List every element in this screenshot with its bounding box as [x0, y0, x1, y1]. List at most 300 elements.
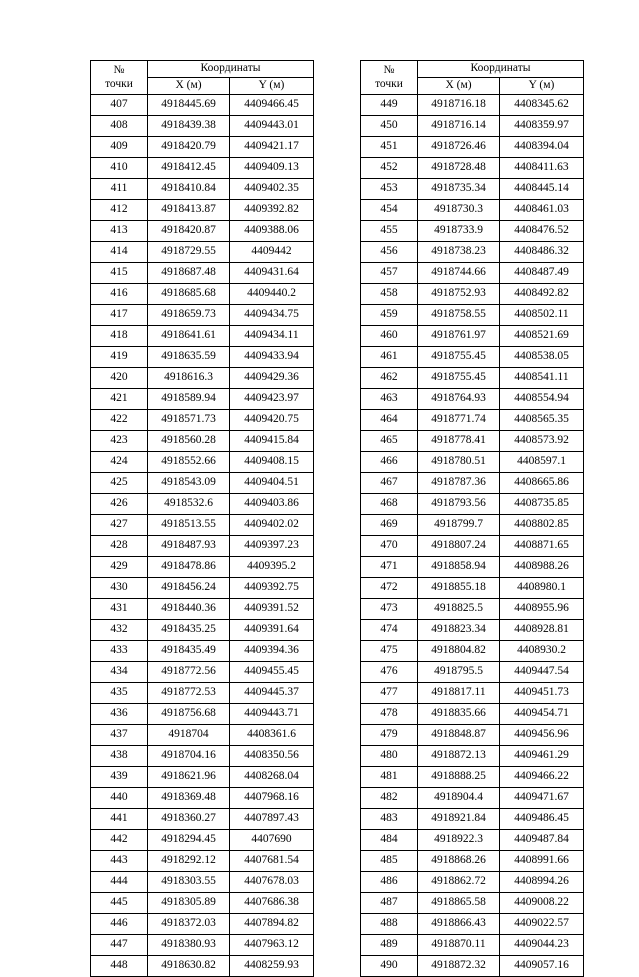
point-number-cell: 490: [361, 956, 418, 977]
y-coordinate-cell: 4407897.43: [230, 809, 314, 830]
x-coordinate-cell: 4918704: [148, 725, 230, 746]
table-row: [91, 242, 314, 263]
x-coordinate-cell: 4918294.45: [148, 830, 230, 851]
point-number-cell: 484: [361, 830, 418, 851]
y-coordinate-cell: 4409456.96: [500, 725, 584, 746]
point-number-cell: 408: [91, 116, 148, 137]
x-coordinate-cell: 4918755.45: [418, 347, 500, 368]
point-number-cell: 419: [91, 347, 148, 368]
x-coordinate-cell: 4918888.25: [418, 767, 500, 788]
table-row: [91, 284, 314, 305]
y-coordinate-cell: 4409402.35: [230, 179, 314, 200]
y-coordinate-cell: 4408361.6: [230, 725, 314, 746]
point-number-cell: 477: [361, 683, 418, 704]
table-row: [91, 179, 314, 200]
x-coordinate-cell: 4918825.5: [418, 599, 500, 620]
y-coordinate-cell: 4408573.92: [500, 431, 584, 452]
y-coordinate-cell: 4408492.82: [500, 284, 584, 305]
y-coordinate-cell: 4409391.64: [230, 620, 314, 641]
y-coordinate-cell: 4409431.64: [230, 263, 314, 284]
table-row: [361, 746, 584, 767]
table-row: [361, 851, 584, 872]
y-coordinate-cell: 4409057.16: [500, 956, 584, 977]
point-number-cell: 483: [361, 809, 418, 830]
table-row: [361, 935, 584, 956]
x-coordinate-cell: 4918787.36: [418, 473, 500, 494]
point-number-cell: 482: [361, 788, 418, 809]
point-number-cell: 441: [91, 809, 148, 830]
table-row: [361, 662, 584, 683]
y-coordinate-cell: 4408476.52: [500, 221, 584, 242]
point-number-cell: 446: [91, 914, 148, 935]
x-coordinate-cell: 4918744.66: [418, 263, 500, 284]
point-number-cell: 442: [91, 830, 148, 851]
point-number-cell: 450: [361, 116, 418, 137]
y-coordinate-cell: 4408991.66: [500, 851, 584, 872]
point-number-cell: 468: [361, 494, 418, 515]
y-coordinate-cell: 4408345.62: [500, 95, 584, 116]
table-row: [91, 452, 314, 473]
point-number-cell: 439: [91, 767, 148, 788]
y-column-header: Y (м): [230, 78, 314, 95]
x-coordinate-cell: 4918305.89: [148, 893, 230, 914]
table-row: [361, 305, 584, 326]
number-sign: №: [383, 63, 395, 76]
table-row: [361, 221, 584, 242]
x-column-header: X (м): [418, 78, 500, 95]
point-number-cell: 462: [361, 368, 418, 389]
table-row: [361, 137, 584, 158]
x-coordinate-cell: 4918799.7: [418, 515, 500, 536]
y-coordinate-cell: 4407690: [230, 830, 314, 851]
point-number-cell: 480: [361, 746, 418, 767]
y-coordinate-cell: 4409486.45: [500, 809, 584, 830]
x-coordinate-cell: 4918756.68: [148, 704, 230, 725]
x-coordinate-cell: 4918445.69: [148, 95, 230, 116]
point-number-cell: 432: [91, 620, 148, 641]
table-row: [361, 368, 584, 389]
x-coordinate-cell: 4918716.18: [418, 95, 500, 116]
table-row: [361, 179, 584, 200]
x-coordinate-cell: 4918616.3: [148, 368, 230, 389]
point-number-cell: 451: [361, 137, 418, 158]
point-number-cell: 422: [91, 410, 148, 431]
table-row: [91, 662, 314, 683]
x-coordinate-cell: 4918292.12: [148, 851, 230, 872]
x-coordinate-cell: 4918752.93: [418, 284, 500, 305]
y-coordinate-cell: 4409423.97: [230, 389, 314, 410]
point-number-cell: 435: [91, 683, 148, 704]
table-row: [91, 935, 314, 956]
y-coordinate-cell: 4409388.06: [230, 221, 314, 242]
point-number-cell: 475: [361, 641, 418, 662]
y-coordinate-cell: 4409421.17: [230, 137, 314, 158]
x-coordinate-cell: 4918872.13: [418, 746, 500, 767]
x-coordinate-cell: 4918456.24: [148, 578, 230, 599]
y-coordinate-cell: 4407686.38: [230, 893, 314, 914]
table-row: [91, 200, 314, 221]
x-coordinate-cell: 4918589.94: [148, 389, 230, 410]
point-number-cell: 427: [91, 515, 148, 536]
y-coordinate-cell: 4409392.75: [230, 578, 314, 599]
y-coordinate-cell: 4408259.93: [230, 956, 314, 977]
point-number-cell: 447: [91, 935, 148, 956]
y-coordinate-cell: 4409415.84: [230, 431, 314, 452]
table-row: [91, 221, 314, 242]
table-row: [91, 956, 314, 977]
table-row: [361, 557, 584, 578]
table-row: [91, 557, 314, 578]
x-coordinate-cell: 4918303.55: [148, 872, 230, 893]
table-row: [91, 725, 314, 746]
point-number-cell: 411: [91, 179, 148, 200]
point-number-cell: 423: [91, 431, 148, 452]
table-row: [361, 515, 584, 536]
table-row: [361, 347, 584, 368]
y-coordinate-cell: 4409455.45: [230, 662, 314, 683]
point-number-cell: 414: [91, 242, 148, 263]
x-coordinate-cell: 4918823.34: [418, 620, 500, 641]
coordinates-header: Координаты: [148, 61, 314, 78]
x-coordinate-cell: 4918738.23: [418, 242, 500, 263]
y-coordinate-cell: 4409403.86: [230, 494, 314, 515]
x-coordinate-cell: 4918410.84: [148, 179, 230, 200]
y-coordinate-cell: 4407963.12: [230, 935, 314, 956]
x-coordinate-cell: 4918772.53: [148, 683, 230, 704]
point-number-cell: 478: [361, 704, 418, 725]
point-number-cell: 418: [91, 326, 148, 347]
x-coordinate-cell: 4918630.82: [148, 956, 230, 977]
table-row: [91, 788, 314, 809]
table-row: [361, 956, 584, 977]
table-row: [361, 242, 584, 263]
x-coordinate-cell: 4918552.66: [148, 452, 230, 473]
coordinates-table-left: [90, 60, 314, 977]
x-coordinate-cell: 4918728.48: [418, 158, 500, 179]
point-number-cell: 420: [91, 368, 148, 389]
table-row: [91, 410, 314, 431]
point-number-cell: 434: [91, 662, 148, 683]
y-coordinate-cell: 4408665.86: [500, 473, 584, 494]
x-coordinate-cell: 4918848.87: [418, 725, 500, 746]
y-coordinate-cell: 4409394.36: [230, 641, 314, 662]
table-row: [361, 599, 584, 620]
y-coordinate-cell: 4409466.45: [230, 95, 314, 116]
table-row: [361, 872, 584, 893]
x-coordinate-cell: 4918817.11: [418, 683, 500, 704]
point-number-cell: 440: [91, 788, 148, 809]
y-coordinate-cell: 4408928.81: [500, 620, 584, 641]
point-number-cell: 443: [91, 851, 148, 872]
y-coordinate-cell: 4408871.65: [500, 536, 584, 557]
y-coordinate-cell: 4409461.29: [500, 746, 584, 767]
x-coordinate-cell: 4918487.93: [148, 536, 230, 557]
table-body-right: [361, 95, 584, 977]
table-row: [361, 284, 584, 305]
point-number-cell: 487: [361, 893, 418, 914]
table-row: [91, 137, 314, 158]
table-row: [361, 494, 584, 515]
point-number-cell: 471: [361, 557, 418, 578]
table-row: [361, 116, 584, 137]
point-number-header: [91, 61, 148, 95]
x-coordinate-cell: 4918764.93: [418, 389, 500, 410]
x-coordinate-cell: 4918372.03: [148, 914, 230, 935]
point-number-cell: 409: [91, 137, 148, 158]
point-number-cell: 428: [91, 536, 148, 557]
point-number-cell: 456: [361, 242, 418, 263]
y-coordinate-cell: 4408445.14: [500, 179, 584, 200]
y-coordinate-cell: 4408350.56: [230, 746, 314, 767]
x-coordinate-cell: 4918872.32: [418, 956, 500, 977]
x-coordinate-cell: 4918922.3: [418, 830, 500, 851]
number-sign: №: [113, 63, 125, 76]
y-coordinate-cell: 4408597.1: [500, 452, 584, 473]
y-coordinate-cell: 4408521.69: [500, 326, 584, 347]
point-number-cell: 407: [91, 95, 148, 116]
x-coordinate-cell: 4918862.72: [418, 872, 500, 893]
point-number-cell: 449: [361, 95, 418, 116]
point-number-cell: 474: [361, 620, 418, 641]
point-number-cell: 459: [361, 305, 418, 326]
x-coordinate-cell: 4918439.38: [148, 116, 230, 137]
y-coordinate-cell: 4409008.22: [500, 893, 584, 914]
x-coordinate-cell: 4918360.27: [148, 809, 230, 830]
point-label: точки: [105, 77, 133, 90]
table-row: [91, 347, 314, 368]
point-number-cell: 424: [91, 452, 148, 473]
y-coordinate-cell: 4409408.15: [230, 452, 314, 473]
y-coordinate-cell: 4408554.94: [500, 389, 584, 410]
x-coordinate-cell: 4918532.6: [148, 494, 230, 515]
x-coordinate-cell: 4918726.46: [418, 137, 500, 158]
point-number-cell: 457: [361, 263, 418, 284]
point-number-cell: 425: [91, 473, 148, 494]
x-coordinate-cell: 4918904.4: [418, 788, 500, 809]
y-coordinate-cell: 4409471.67: [500, 788, 584, 809]
table-row: [91, 95, 314, 116]
x-coordinate-cell: 4918772.56: [148, 662, 230, 683]
x-coordinate-cell: 4918641.61: [148, 326, 230, 347]
x-coordinate-cell: 4918413.87: [148, 200, 230, 221]
table-row: [91, 578, 314, 599]
table-row: [91, 683, 314, 704]
x-coordinate-cell: 4918440.36: [148, 599, 230, 620]
y-coordinate-cell: 4409402.02: [230, 515, 314, 536]
y-coordinate-cell: 4409447.54: [500, 662, 584, 683]
y-coordinate-cell: 4408980.1: [500, 578, 584, 599]
point-number-cell: 417: [91, 305, 148, 326]
point-number-cell: 486: [361, 872, 418, 893]
x-coordinate-cell: 4918435.25: [148, 620, 230, 641]
y-coordinate-cell: 4409433.94: [230, 347, 314, 368]
x-coordinate-cell: 4918855.18: [418, 578, 500, 599]
point-number-cell: 448: [91, 956, 148, 977]
table-row: [91, 431, 314, 452]
table-body-left: [91, 95, 314, 977]
x-coordinate-cell: 4918868.26: [418, 851, 500, 872]
table-row: [361, 809, 584, 830]
table-row: [91, 368, 314, 389]
point-number-cell: 485: [361, 851, 418, 872]
y-coordinate-cell: 4408486.32: [500, 242, 584, 263]
x-coordinate-cell: 4918543.09: [148, 473, 230, 494]
x-coordinate-cell: 4918478.86: [148, 557, 230, 578]
y-coordinate-cell: 4407678.03: [230, 872, 314, 893]
x-coordinate-cell: 4918685.68: [148, 284, 230, 305]
point-number-cell: 464: [361, 410, 418, 431]
x-coordinate-cell: 4918412.45: [148, 158, 230, 179]
x-coordinate-cell: 4918513.55: [148, 515, 230, 536]
x-coordinate-cell: 4918571.73: [148, 410, 230, 431]
point-number-cell: 452: [361, 158, 418, 179]
point-number-cell: 437: [91, 725, 148, 746]
point-number-cell: 488: [361, 914, 418, 935]
table-row: [91, 809, 314, 830]
table-row: [361, 95, 584, 116]
table-row: [91, 746, 314, 767]
table-row: [91, 620, 314, 641]
x-coordinate-cell: 4918866.43: [418, 914, 500, 935]
point-number-cell: 413: [91, 221, 148, 242]
x-coordinate-cell: 4918369.48: [148, 788, 230, 809]
table-row: [91, 704, 314, 725]
point-number-cell: 461: [361, 347, 418, 368]
y-coordinate-cell: 4409420.75: [230, 410, 314, 431]
y-coordinate-cell: 4409409.13: [230, 158, 314, 179]
x-coordinate-cell: 4918704.16: [148, 746, 230, 767]
table-row: [361, 893, 584, 914]
y-coordinate-cell: 4408541.11: [500, 368, 584, 389]
y-coordinate-cell: 4409442: [230, 242, 314, 263]
x-coordinate-cell: 4918716.14: [418, 116, 500, 137]
point-number-cell: 433: [91, 641, 148, 662]
table-row: [361, 683, 584, 704]
table-row: [361, 200, 584, 221]
point-number-cell: 467: [361, 473, 418, 494]
y-coordinate-cell: 4409466.22: [500, 767, 584, 788]
y-coordinate-cell: 4408359.97: [500, 116, 584, 137]
point-number-cell: 472: [361, 578, 418, 599]
x-coordinate-cell: 4918380.93: [148, 935, 230, 956]
point-number-cell: 410: [91, 158, 148, 179]
y-coordinate-cell: 4407894.82: [230, 914, 314, 935]
y-coordinate-cell: 4408394.04: [500, 137, 584, 158]
x-coordinate-cell: 4918761.97: [418, 326, 500, 347]
point-number-cell: 445: [91, 893, 148, 914]
x-coordinate-cell: 4918870.11: [418, 935, 500, 956]
y-coordinate-cell: 4409434.11: [230, 326, 314, 347]
x-coordinate-cell: 4918755.45: [418, 368, 500, 389]
point-number-cell: 421: [91, 389, 148, 410]
point-number-cell: 454: [361, 200, 418, 221]
point-number-cell: 431: [91, 599, 148, 620]
y-coordinate-cell: 4408411.63: [500, 158, 584, 179]
x-coordinate-cell: 4918733.9: [418, 221, 500, 242]
point-number-cell: 426: [91, 494, 148, 515]
point-number-cell: 473: [361, 599, 418, 620]
x-coordinate-cell: 4918771.74: [418, 410, 500, 431]
point-number-cell: 453: [361, 179, 418, 200]
x-coordinate-cell: 4918735.34: [418, 179, 500, 200]
point-number-cell: 465: [361, 431, 418, 452]
y-coordinate-cell: 4408930.2: [500, 641, 584, 662]
y-coordinate-cell: 4409392.82: [230, 200, 314, 221]
x-coordinate-cell: 4918659.73: [148, 305, 230, 326]
coordinates-table-right: [360, 60, 584, 977]
x-coordinate-cell: 4918687.48: [148, 263, 230, 284]
table-row: [361, 620, 584, 641]
y-coordinate-cell: 4409440.2: [230, 284, 314, 305]
x-coordinate-cell: 4918420.87: [148, 221, 230, 242]
table-row: [91, 494, 314, 515]
x-column-header: X (м): [148, 78, 230, 95]
x-coordinate-cell: 4918780.51: [418, 452, 500, 473]
table-row: [361, 158, 584, 179]
table-row: [361, 326, 584, 347]
x-coordinate-cell: 4918865.58: [418, 893, 500, 914]
y-column-header: Y (м): [500, 78, 584, 95]
table-row: [91, 872, 314, 893]
table-row: [361, 473, 584, 494]
y-coordinate-cell: 4409451.73: [500, 683, 584, 704]
table-row: [91, 641, 314, 662]
table-row: [361, 914, 584, 935]
x-coordinate-cell: 4918621.96: [148, 767, 230, 788]
y-coordinate-cell: 4408461.03: [500, 200, 584, 221]
y-coordinate-cell: 4408988.26: [500, 557, 584, 578]
y-coordinate-cell: 4409044.23: [500, 935, 584, 956]
table-row: [91, 515, 314, 536]
table-row: [91, 830, 314, 851]
y-coordinate-cell: 4407968.16: [230, 788, 314, 809]
table-row: [91, 326, 314, 347]
point-number-cell: 429: [91, 557, 148, 578]
x-coordinate-cell: 4918807.24: [418, 536, 500, 557]
table-row: [361, 431, 584, 452]
y-coordinate-cell: 4409404.51: [230, 473, 314, 494]
table-row: [91, 389, 314, 410]
x-coordinate-cell: 4918420.79: [148, 137, 230, 158]
y-coordinate-cell: 4409443.01: [230, 116, 314, 137]
x-coordinate-cell: 4918795.5: [418, 662, 500, 683]
x-coordinate-cell: 4918793.56: [418, 494, 500, 515]
x-coordinate-cell: 4918778.41: [418, 431, 500, 452]
table-row: [361, 263, 584, 284]
y-coordinate-cell: 4408565.35: [500, 410, 584, 431]
table-row: [361, 410, 584, 431]
point-number-cell: 476: [361, 662, 418, 683]
point-number-cell: 470: [361, 536, 418, 557]
point-number-cell: 469: [361, 515, 418, 536]
point-number-header: [361, 61, 418, 95]
x-coordinate-cell: 4918835.66: [418, 704, 500, 725]
y-coordinate-cell: 4408735.85: [500, 494, 584, 515]
x-coordinate-cell: 4918435.49: [148, 641, 230, 662]
y-coordinate-cell: 4407681.54: [230, 851, 314, 872]
point-number-cell: 412: [91, 200, 148, 221]
point-number-cell: 489: [361, 935, 418, 956]
y-coordinate-cell: 4409395.2: [230, 557, 314, 578]
table-row: [361, 389, 584, 410]
point-number-cell: 444: [91, 872, 148, 893]
table-row: [91, 305, 314, 326]
x-coordinate-cell: 4918921.84: [418, 809, 500, 830]
point-number-cell: 436: [91, 704, 148, 725]
point-number-cell: 460: [361, 326, 418, 347]
table-row: [91, 158, 314, 179]
y-coordinate-cell: 4409397.23: [230, 536, 314, 557]
